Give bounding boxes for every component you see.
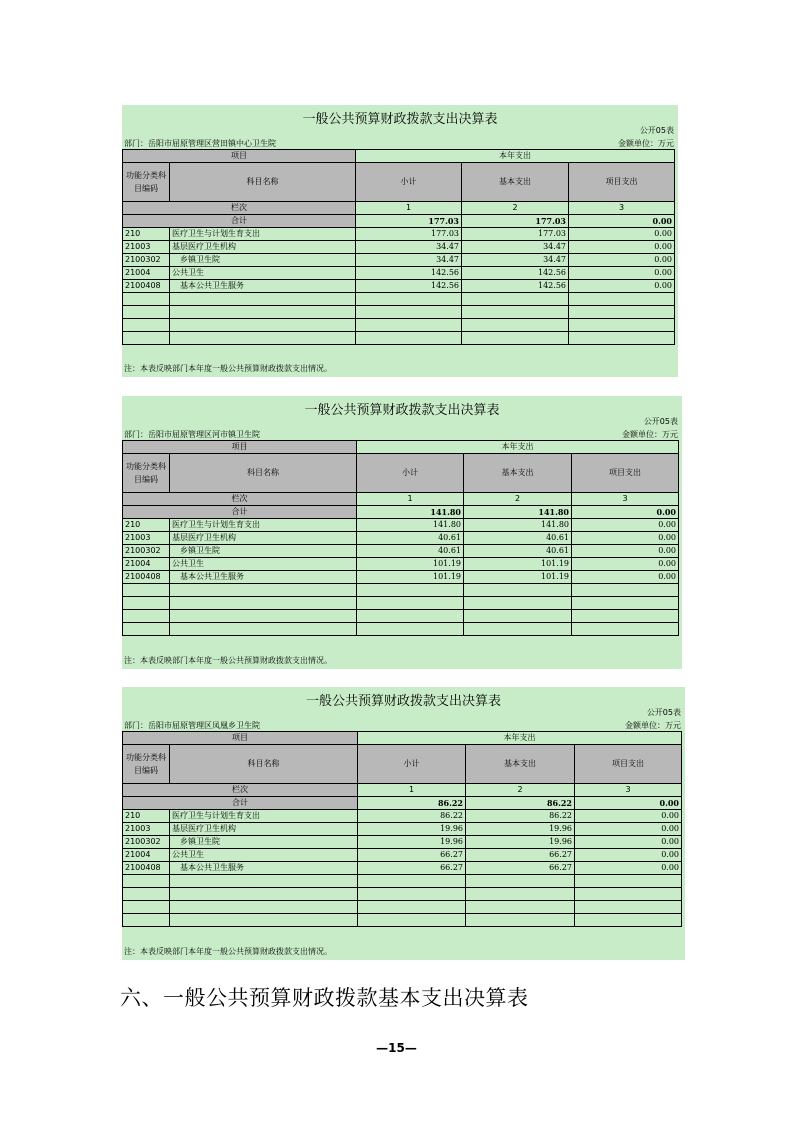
table-row — [123, 558, 679, 571]
table-row — [123, 228, 675, 241]
row-code: 2100302 — [123, 254, 170, 267]
header-name: 科目名称 — [170, 163, 356, 202]
row-code: 2100302 — [123, 545, 170, 558]
column-number-label: 栏次 — [123, 202, 356, 215]
column-number-3: 3 — [569, 202, 675, 215]
row-total: 40.61 — [357, 545, 464, 558]
row-basic: 101.19 — [464, 558, 572, 571]
expenditure-table-sheet — [122, 396, 682, 669]
table-row — [123, 254, 675, 267]
unit-label: 金额单位：万元 — [622, 430, 678, 439]
section-heading: 六、一般公共预算财政拨款基本支出决算表 — [120, 986, 529, 1010]
row-basic: 142.56 — [462, 267, 569, 280]
row-code: 21003 — [123, 532, 170, 545]
sum-basic: 86.22 — [466, 797, 575, 810]
row-code: 21004 — [123, 267, 170, 280]
row-project: 0.00 — [575, 862, 682, 875]
row-project: 0.00 — [575, 849, 682, 862]
row-code: 210 — [123, 519, 170, 532]
row-code: 21003 — [123, 241, 170, 254]
row-basic: 40.61 — [464, 545, 572, 558]
unit-label: 金额单位：万元 — [625, 721, 681, 730]
table-row — [123, 241, 675, 254]
empty-row — [123, 306, 675, 319]
empty-row — [123, 332, 675, 345]
sum-basic: 141.80 — [464, 506, 572, 519]
row-project: 0.00 — [572, 571, 679, 584]
row-total: 141.80 — [357, 519, 464, 532]
row-name: 基层医疗卫生机构 — [170, 823, 358, 836]
page-number: —15— — [376, 1041, 417, 1055]
sum-label: 合计 — [123, 215, 356, 228]
row-project: 0.00 — [572, 558, 679, 571]
header-basic: 基本支出 — [462, 163, 569, 202]
row-code: 210 — [123, 810, 170, 823]
table-row — [123, 849, 682, 862]
row-name: 乡镇卫生院 — [170, 836, 358, 849]
row-total: 66.27 — [358, 849, 466, 862]
header-total: 小计 — [358, 745, 466, 784]
table-row — [123, 836, 682, 849]
form-code: 公开05表 — [643, 417, 678, 426]
sum-total: 177.03 — [356, 215, 462, 228]
row-total: 19.96 — [358, 823, 466, 836]
table-row — [123, 571, 679, 584]
column-number-1: 1 — [358, 784, 466, 797]
row-name: 乡镇卫生院 — [170, 254, 356, 267]
row-code: 2100302 — [123, 836, 170, 849]
row-project: 0.00 — [569, 280, 675, 293]
row-code: 21004 — [123, 558, 170, 571]
row-project: 0.00 — [569, 241, 675, 254]
row-project: 0.00 — [575, 823, 682, 836]
table-note: 注：本表反映部门本年度一般公共预算财政拨款支出情况。 — [124, 947, 332, 956]
row-basic: 177.03 — [462, 228, 569, 241]
row-total: 101.19 — [357, 558, 464, 571]
column-number-3: 3 — [572, 493, 679, 506]
table-title: 一般公共预算财政拨款支出决算表 — [304, 403, 500, 418]
sum-label: 合计 — [123, 506, 357, 519]
header-item: 项目 — [123, 150, 356, 163]
row-code: 210 — [123, 228, 170, 241]
column-number-label: 栏次 — [123, 784, 358, 797]
table-row — [123, 823, 682, 836]
form-code: 公开05表 — [646, 708, 681, 717]
row-name: 医疗卫生与计划生育支出 — [170, 810, 358, 823]
row-name: 公共卫生 — [170, 849, 358, 862]
expenditure-table-sheet — [122, 687, 685, 960]
empty-row — [123, 623, 679, 636]
header-code: 功能分类科目编码 — [123, 163, 170, 202]
row-total: 66.27 — [358, 862, 466, 875]
department-label: 部门：岳阳市屈原管理区营田镇中心卫生院 — [124, 139, 276, 148]
header-name: 科目名称 — [170, 745, 358, 784]
row-total: 142.56 — [356, 267, 462, 280]
row-total: 177.03 — [356, 228, 462, 241]
sum-total: 141.80 — [357, 506, 464, 519]
empty-row — [123, 597, 679, 610]
row-basic: 40.61 — [464, 532, 572, 545]
row-name: 乡镇卫生院 — [170, 545, 357, 558]
row-total: 40.61 — [357, 532, 464, 545]
table-row — [123, 519, 679, 532]
header-basic: 基本支出 — [466, 745, 575, 784]
table-title: 一般公共预算财政拨款支出决算表 — [305, 694, 501, 709]
header-name: 科目名称 — [170, 454, 357, 493]
header-code: 功能分类科目编码 — [123, 454, 170, 493]
table-row — [123, 267, 675, 280]
empty-row — [123, 914, 682, 927]
department-label: 部门：岳阳市屈原管理区凤凰乡卫生院 — [124, 721, 260, 730]
row-name: 基本公共卫生服务 — [170, 571, 357, 584]
row-name: 基层医疗卫生机构 — [170, 532, 357, 545]
header-year: 本年支出 — [356, 150, 675, 163]
row-total: 86.22 — [358, 810, 466, 823]
table-row — [123, 545, 679, 558]
row-basic: 101.19 — [464, 571, 572, 584]
row-name: 公共卫生 — [170, 558, 357, 571]
column-number-3: 3 — [575, 784, 682, 797]
unit-label: 金额单位：万元 — [618, 139, 674, 148]
sum-project: 0.00 — [572, 506, 679, 519]
row-name: 基层医疗卫生机构 — [170, 241, 356, 254]
empty-row — [123, 901, 682, 914]
header-basic: 基本支出 — [464, 454, 572, 493]
expenditure-table-sheet — [122, 105, 678, 377]
column-number-label: 栏次 — [123, 493, 357, 506]
row-name: 医疗卫生与计划生育支出 — [170, 228, 356, 241]
row-project: 0.00 — [572, 532, 679, 545]
empty-row — [123, 875, 682, 888]
row-total: 34.47 — [356, 254, 462, 267]
row-code: 2100408 — [123, 280, 170, 293]
row-project: 0.00 — [572, 519, 679, 532]
row-basic: 34.47 — [462, 254, 569, 267]
header-total: 小计 — [356, 163, 462, 202]
header-project: 项目支出 — [575, 745, 682, 784]
row-project: 0.00 — [569, 267, 675, 280]
table-note: 注：本表反映部门本年度一般公共预算财政拨款支出情况。 — [124, 364, 332, 373]
expenditure-table — [122, 149, 675, 345]
row-total: 142.56 — [356, 280, 462, 293]
row-project: 0.00 — [569, 254, 675, 267]
row-name: 公共卫生 — [170, 267, 356, 280]
header-item: 项目 — [123, 732, 358, 745]
expenditure-table — [122, 731, 682, 927]
row-code: 2100408 — [123, 571, 170, 584]
empty-row — [123, 888, 682, 901]
header-item: 项目 — [123, 441, 357, 454]
row-project: 0.00 — [569, 228, 675, 241]
sum-project: 0.00 — [575, 797, 682, 810]
empty-row — [123, 610, 679, 623]
sum-total: 86.22 — [358, 797, 466, 810]
table-row — [123, 862, 682, 875]
row-name: 医疗卫生与计划生育支出 — [170, 519, 357, 532]
table-note: 注：本表反映部门本年度一般公共预算财政拨款支出情况。 — [124, 656, 332, 665]
row-name: 基本公共卫生服务 — [170, 862, 358, 875]
empty-row — [123, 319, 675, 332]
sum-basic: 177.03 — [462, 215, 569, 228]
column-number-1: 1 — [357, 493, 464, 506]
header-total: 小计 — [357, 454, 464, 493]
row-basic: 19.96 — [466, 823, 575, 836]
header-project: 项目支出 — [569, 163, 675, 202]
empty-row — [123, 293, 675, 306]
row-project: 0.00 — [572, 545, 679, 558]
row-project: 0.00 — [575, 810, 682, 823]
row-total: 19.96 — [358, 836, 466, 849]
row-code: 21003 — [123, 823, 170, 836]
table-title: 一般公共预算财政拨款支出决算表 — [302, 112, 498, 127]
row-basic: 86.22 — [466, 810, 575, 823]
header-project: 项目支出 — [572, 454, 679, 493]
row-code: 21004 — [123, 849, 170, 862]
row-code: 2100408 — [123, 862, 170, 875]
header-code: 功能分类科目编码 — [123, 745, 170, 784]
header-year: 本年支出 — [358, 732, 682, 745]
row-basic: 66.27 — [466, 862, 575, 875]
column-number-2: 2 — [464, 493, 572, 506]
empty-row — [123, 584, 679, 597]
row-name: 基本公共卫生服务 — [170, 280, 356, 293]
sum-label: 合计 — [123, 797, 358, 810]
row-total: 34.47 — [356, 241, 462, 254]
row-basic: 66.27 — [466, 849, 575, 862]
table-row — [123, 810, 682, 823]
row-basic: 141.80 — [464, 519, 572, 532]
table-row — [123, 532, 679, 545]
column-number-2: 2 — [466, 784, 575, 797]
row-basic: 142.56 — [462, 280, 569, 293]
column-number-1: 1 — [356, 202, 462, 215]
column-number-2: 2 — [462, 202, 569, 215]
sum-project: 0.00 — [569, 215, 675, 228]
header-year: 本年支出 — [357, 441, 679, 454]
row-basic: 19.96 — [466, 836, 575, 849]
expenditure-table — [122, 440, 679, 636]
form-code: 公开05表 — [639, 126, 674, 135]
row-project: 0.00 — [575, 836, 682, 849]
table-row — [123, 280, 675, 293]
department-label: 部门：岳阳市屈原管理区河市镇卫生院 — [124, 430, 260, 439]
row-total: 101.19 — [357, 571, 464, 584]
row-basic: 34.47 — [462, 241, 569, 254]
